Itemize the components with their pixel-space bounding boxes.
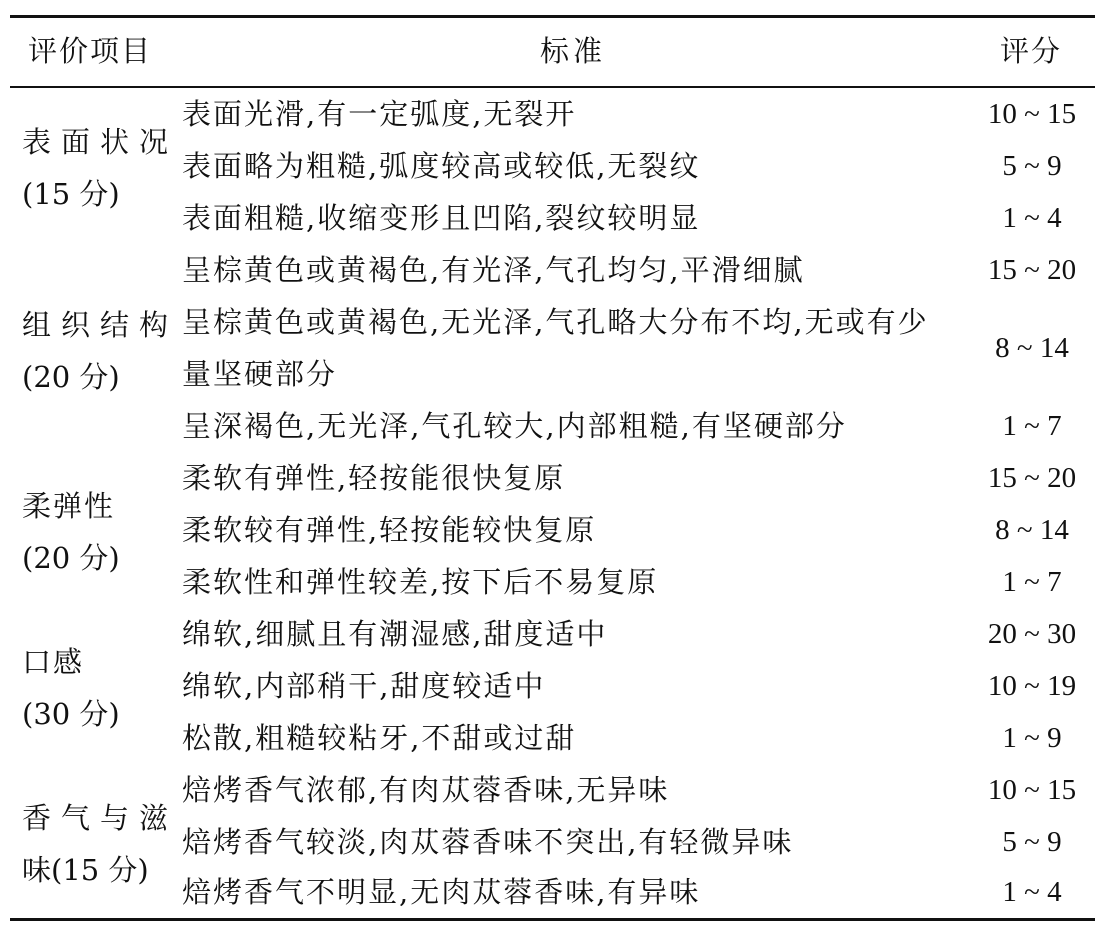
table-row-standard: 表面光滑,有一定弧度,无裂开 — [182, 97, 577, 131]
group-name: 组织结构 — [22, 308, 179, 342]
group-name: 表面状况 — [22, 125, 179, 159]
header-item: 评价项目 — [28, 34, 153, 68]
table-row-score: 20 ~ 30 — [987, 618, 1077, 650]
table-row-standard: 绵软,细腻且有潮湿感,甜度适中 — [182, 617, 608, 651]
table-row-standard: 绵软,内部稍干,甜度较适中 — [182, 669, 546, 703]
table-row-score: 1 ~ 7 — [1002, 410, 1062, 442]
table-row-score: 10 ~ 15 — [987, 98, 1077, 130]
table-row-standard: 表面粗糙,收缩变形且凹陷,裂纹较明显 — [182, 201, 701, 235]
group-points: (20 分) — [22, 541, 120, 575]
table-top-rule — [10, 15, 1095, 18]
table-row-standard-continued: 量坚硬部分 — [182, 357, 338, 391]
table-row-score: 5 ~ 9 — [1002, 826, 1062, 858]
table-row-standard: 呈深褐色,无光泽,气孔较大,内部粗糙,有坚硬部分 — [182, 409, 847, 443]
table-row-standard: 柔软较有弹性,轻按能较快复原 — [182, 513, 597, 547]
table-row-standard: 松散,粗糙较粘牙,不甜或过甜 — [182, 721, 577, 755]
table-row-score: 5 ~ 9 — [1002, 150, 1062, 182]
group-name: 柔弹性 — [22, 489, 116, 523]
table-row-score: 1 ~ 4 — [1002, 876, 1062, 908]
group-label-elasticity — [22, 480, 120, 584]
group-points: (30 分) — [22, 697, 120, 731]
table-row-score: 10 ~ 15 — [987, 774, 1077, 806]
table-row-standard: 焙烤香气不明显,无肉苁蓉香味,有异味 — [182, 875, 701, 909]
group-label-surface — [22, 116, 178, 220]
table-row-standard: 焙烤香气较淡,肉苁蓉香味不突出,有轻微异味 — [182, 825, 794, 859]
table-row-score: 15 ~ 20 — [987, 462, 1077, 494]
header-standard: 标准 — [540, 34, 607, 68]
table-bottom-rule — [10, 918, 1095, 921]
group-name: 口感 — [22, 645, 85, 679]
group-name: 香气与滋 — [22, 801, 179, 835]
table-row-standard: 焙烤香气浓郁,有肉苁蓉香味,无异味 — [182, 773, 670, 807]
group-label-taste — [22, 636, 120, 740]
table-row-standard: 呈棕黄色或黄褐色,有光泽,气孔均匀,平滑细腻 — [182, 253, 805, 287]
group-points: (20 分) — [22, 360, 120, 394]
table-row-score: 8 ~ 14 — [995, 514, 1069, 546]
table-row-standard: 柔软有弹性,轻按能很快复原 — [182, 461, 566, 495]
group-points: (15 分) — [22, 177, 120, 211]
table-row-standard: 柔软性和弹性较差,按下后不易复原 — [182, 565, 659, 599]
table-row-score: 1 ~ 9 — [1002, 722, 1062, 754]
table-row-standard: 呈棕黄色或黄褐色,无光泽,气孔略大分布不均,无或有少 — [182, 305, 929, 339]
table-row-score: 8 ~ 14 — [995, 332, 1069, 364]
group-label-aroma — [22, 792, 178, 896]
group-points: 味(15 分) — [22, 853, 149, 887]
header-score: 评分 — [1000, 34, 1063, 68]
table-row-score: 1 ~ 4 — [1002, 202, 1062, 234]
group-label-structure — [22, 299, 178, 403]
table-row-score: 10 ~ 19 — [987, 670, 1077, 702]
table-row-standard: 表面略为粗糙,弧度较高或较低,无裂纹 — [182, 149, 701, 183]
table-row-score: 1 ~ 7 — [1002, 566, 1062, 598]
table-row-score: 15 ~ 20 — [987, 254, 1077, 286]
